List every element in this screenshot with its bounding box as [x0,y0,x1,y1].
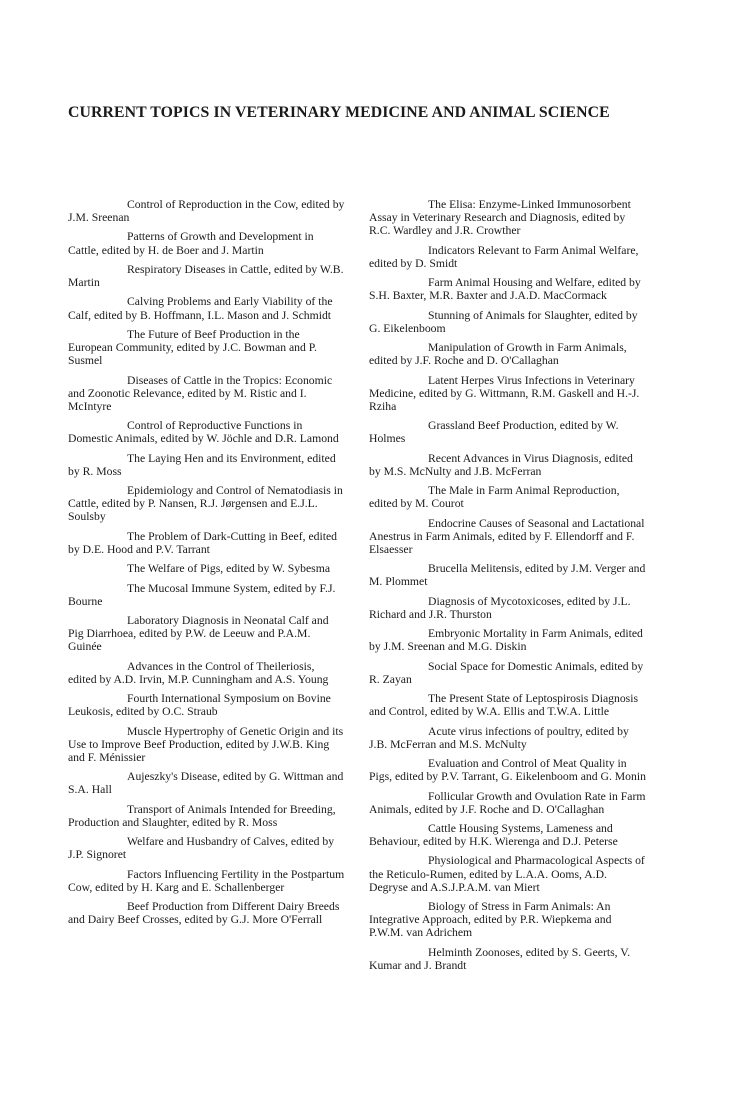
book-entry: The Laying Hen and its Environment, edited by R. Moss [68,451,336,478]
book-entry: Diagnosis of Mycotoxicoses, edited by J.L. Richard and J.R. Thurston [369,594,631,621]
book-entry: Fourth International Symposium on Bovine Leukosis, edited by O.C. Straub [68,692,331,719]
book-entry: Manipulation of Growth in Farm Animals, edited by J.F. Roche and D. O'Callaghan [369,341,627,368]
book-entry: Control of Reproductive Functions in Domestic Animals, edited by W. Jöchle and D.R. Lamond [68,419,339,446]
book-entry: Welfare and Husbandry of Calves, edited by J.P. Signoret [68,835,335,862]
book-entry: Aujeszky's Disease, edited by G. Wittman and S.A. Hall [68,770,344,797]
book-entry: Latent Herpes Virus Infections in Veterinary Medicine, edited by G. Wittmann, R.M. Gaskell and H.-J. Rziha [369,373,640,413]
book-entry: The Male in Farm Animal Reproduction, edited by M. Courot [369,484,620,511]
book-entry: Physiological and Pharmacological Aspects of the Reticulo-Rumen, edited by L.A.A. Ooms, A.D. Degryse and A.S.J.P.A.M. van Miert [369,854,645,894]
book-entry: Biology of Stress in Farm Animals: An Integrative Approach, edited by P.R. Wiepkema and P.W.M. van Adrichem [369,900,612,940]
book-entry: Calving Problems and Early Viability of the Calf, edited by B. Hoffmann, I.L. Mason and J. Schmidt [68,295,333,322]
right-column [369,198,646,978]
book-entry: Helminth Zoonoses, edited by S. Geerts, V. Kumar and J. Brandt [369,945,631,972]
book-entry: Respiratory Diseases in Cattle, edited by W.B. Martin [68,262,344,290]
book-entry: Transport of Animals Intended for Breeding, Production and Slaughter, edited by R. Moss [68,802,336,829]
book-entry: Follicular Growth and Ovulation Rate in Farm Animals, edited by J.F. Roche and D. O'Callaghan [369,789,646,816]
book-entry: Beef Production from Different Dairy Breeds and Dairy Beef Crosses, edited by G.J. More O'Ferrall [68,900,340,927]
book-entry: The Future of Beef Production in the European Community, edited by J.C. Bowman and P. Susmel [68,327,317,368]
book-entry: Recent Advances in Virus Diagnosis, edited by M.S. McNulty and J.B. McFerran [369,451,633,478]
book-entry: Factors Influencing Fertility in the Postpartum Cow, edited by H. Karg and E. Schallenberger [68,867,345,894]
left-column [68,198,345,933]
book-entry: Muscle Hypertrophy of Genetic Origin and its Use to Improve Beef Production, edited by J.W.B. King and F. Ménissier [68,724,344,764]
book-entry: Endocrine Causes of Seasonal and Lactational Anestrus in Farm Animals, edited by F. Ellendorff and F. Elsaesser [369,516,645,556]
book-entry: Patterns of Growth and Development in Cattle, edited by H. de Boer and J. Martin [68,230,314,257]
book-entry: Epidemiology and Control of Nematodiasis in Cattle, edited by P. Nansen, R.J. Jørgensen and E.J.L. Soulsby [68,484,343,524]
book-entry: Diseases of Cattle in the Tropics: Economic and Zoonotic Relevance, edited by M. Ristic and I. McIntyre [68,373,333,413]
book-entry: Evaluation and Control of Meat Quality in Pigs, edited by P.V. Tarrant, G. Eikelenboom and G. Monin [369,757,646,784]
book-entry: Advances in the Control of Theileriosis, edited by A.D. Irvin, M.P. Cunningham and A.S. Young [68,659,329,686]
book-entry: Grassland Beef Production, edited by W. Holmes [369,419,619,446]
book-entry: The Mucosal Immune System, edited by F.J. Bourne [68,581,336,608]
book-entry: Control of Reproduction in the Cow, edited by J.M. Sreenan [68,198,345,225]
book-entry: Embryonic Mortality in Farm Animals, edited by J.M. Sreenan and M.G. Diskin [369,627,643,654]
book-entry: Social Space for Domestic Animals, edited by R. Zayan [369,659,644,686]
book-entry: Acute virus infections of poultry, edited by J.B. McFerran and M.S. McNulty [369,724,629,751]
book-entry: Brucella Melitensis, edited by J.M. Verger and M. Plommet [369,562,646,589]
book-entry: Indicators Relevant to Farm Animal Welfare, edited by D. Smidt [369,243,639,270]
book-entry: The Elisa: Enzyme-Linked Immunosorbent Assay in Veterinary Research and Diagnosis, edited by R.C. Wardley and J.R. Crowther [369,198,631,238]
series-title: CURRENT TOPICS IN VETERINARY MEDICINE AND ANIMAL SCIENCE [68,104,610,121]
book-entry: The Present State of Leptospirosis Diagnosis and Control, edited by W.A. Ellis and T.W.A. Little [369,692,639,719]
book-entry: The Problem of Dark-Cutting in Beef, edited by D.E. Hood and P.V. Tarrant [68,529,337,556]
book-entry: Laboratory Diagnosis in Neonatal Calf and Pig Diarrhoea, edited by P.W. de Leeuw and P.A.M. Guinée [68,614,329,654]
book-entry: Cattle Housing Systems, Lameness and Behaviour, edited by H.K. Wierenga and D.J. Peterse [369,822,618,849]
book-entry: Stunning of Animals for Slaughter, edited by G. Eikelenboom [369,308,638,335]
book-entry: The Welfare of Pigs, edited by W. Sybesma [127,562,331,576]
book-entry: Farm Animal Housing and Welfare, edited by S.H. Baxter, M.R. Baxter and J.A.D. MacCormack [369,276,641,303]
